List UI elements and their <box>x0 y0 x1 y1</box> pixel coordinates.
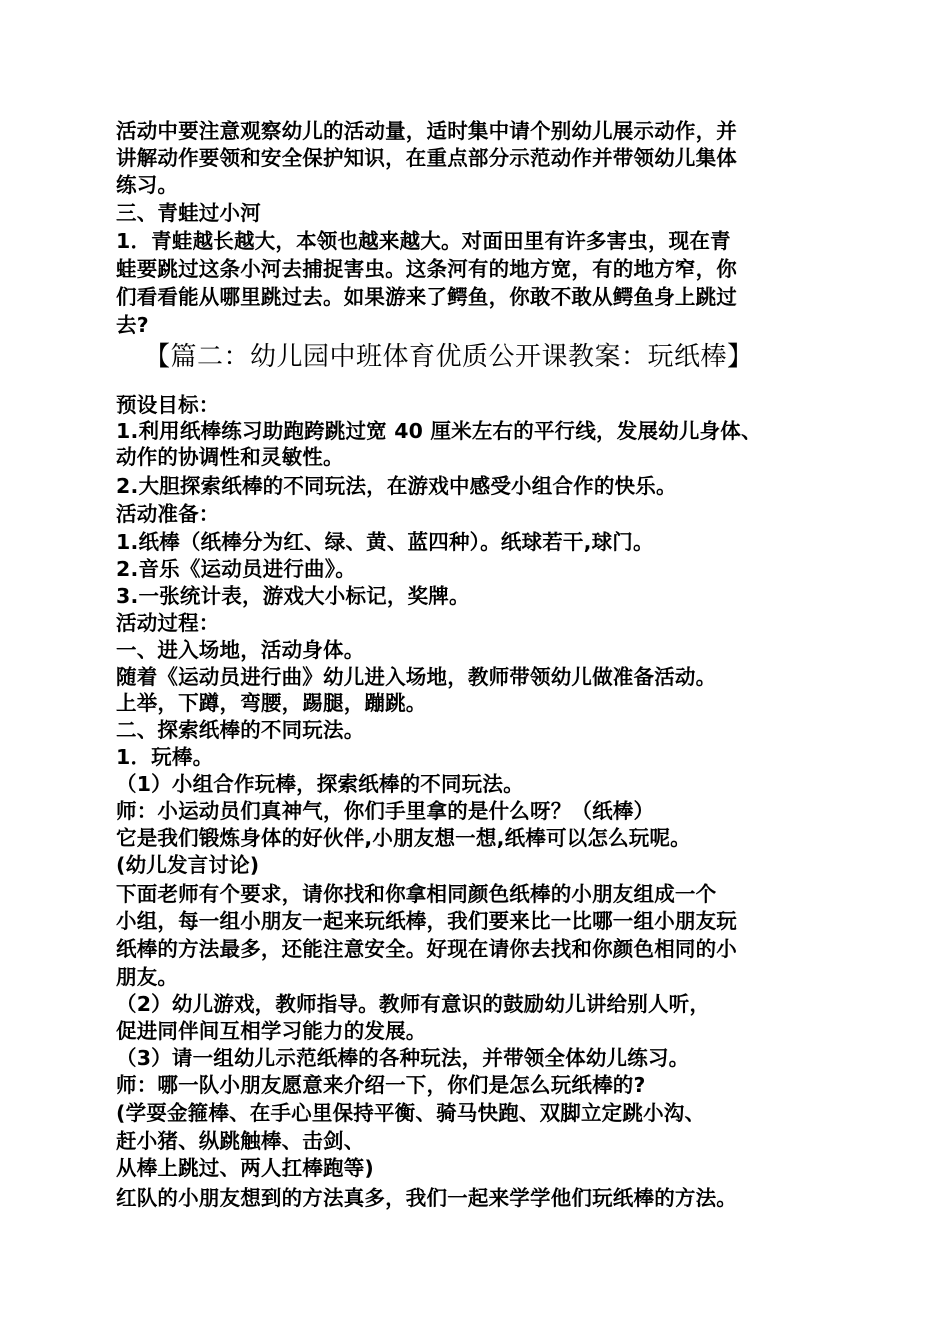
paragraph-line: 小组，每一组小朋友一起来玩纸棒，我们要来比一比哪一组小朋友玩 <box>116 909 737 933</box>
paragraph-line: 师：哪一队小朋友愿意来介绍一下，你们是怎么玩纸棒的? <box>116 1073 646 1097</box>
paragraph-line: 一、进入场地，活动身体。 <box>116 638 365 662</box>
paragraph-line: 1.纸棒（纸棒分为红、绿、黄、蓝四种）。纸球若干,球门。 <box>116 530 654 554</box>
paragraph-line: （1）小组合作玩棒，探索纸棒的不同玩法。 <box>116 772 524 796</box>
paragraph-line: 2.音乐《运动员进行曲》。 <box>116 557 356 581</box>
paragraph-line: 3.一张统计表，游戏大小标记，奖牌。 <box>116 584 470 608</box>
paragraph-line: 动作的协调性和灵敏性。 <box>116 445 344 469</box>
paragraph-line: 促进同伴间互相学习能力的发展。 <box>116 1019 427 1043</box>
paragraph-line: （2）幼儿游戏，教师指导。教师有意识的鼓励幼儿讲给别人听， <box>116 992 711 1016</box>
paragraph-line: 赶小猪、纵跳触棒、击剑、 <box>116 1129 365 1153</box>
paragraph-line: 下面老师有个要求，请你找和你拿相同颜色纸棒的小朋友组成一个 <box>116 882 717 906</box>
paragraph-line: 朋友。 <box>116 965 179 989</box>
section-heading: 预设目标： <box>116 393 220 417</box>
paragraph-line: 随着《运动员进行曲》幼儿进入场地，教师带领幼儿做准备活动。 <box>116 665 717 689</box>
paragraph-line: (幼儿发言讨论) <box>116 853 260 877</box>
paragraph-line: 练习。 <box>116 173 179 197</box>
paragraph-line: 1．青蛙越长越大，本领也越来越大。对面田里有许多害虫，现在青 <box>116 229 731 253</box>
paragraph-line: 们看看能从哪里跳过去。如果游来了鳄鱼，你敢不敢从鳄鱼身上跳过 <box>116 285 737 309</box>
paragraph-line: 2.大胆探索纸棒的不同玩法，在游戏中感受小组合作的快乐。 <box>116 474 677 498</box>
paragraph-line: 从棒上跳过、两人扛棒跑等) <box>116 1156 374 1180</box>
paragraph-line: 上举，下蹲，弯腰，踢腿，蹦跳。 <box>116 691 427 715</box>
paragraph-line: 蛙要跳过这条小河去捕捉害虫。这条河有的地方宽，有的地方窄，你 <box>116 257 737 281</box>
paragraph-line: 去? <box>116 313 149 337</box>
paragraph-line: 红队的小朋友想到的方法真多，我们一起来学学他们玩纸棒的方法。 <box>116 1186 737 1210</box>
paragraph-line: 二、探索纸棒的不同玩法。 <box>116 718 365 742</box>
section-heading: 活动过程： <box>116 611 220 635</box>
paragraph-line: 1.利用纸棒练习助跑跨跳过宽 40 厘米左右的平行线，发展幼儿身体、 <box>116 419 762 443</box>
paragraph-line: 纸棒的方法最多，还能注意安全。好现在请你去找和你颜色相同的小 <box>116 937 737 961</box>
paragraph-line: 讲解动作要领和安全保护知识，在重点部分示范动作并带领幼儿集体 <box>116 146 737 170</box>
section-heading: 三、青蛙过小河 <box>116 201 261 225</box>
paragraph-line: 师：小运动员们真神气，你们手里拿的是什么呀？（纸棒） <box>116 799 655 823</box>
paragraph-line: (学耍金箍棒、在手心里保持平衡、骑马快跑、双脚立定跳小沟、 <box>116 1101 706 1125</box>
section-heading: 活动准备： <box>116 502 220 526</box>
paragraph-line: 它是我们锻炼身体的好伙伴,小朋友想一想,纸棒可以怎么玩呢。 <box>116 826 691 850</box>
paragraph-line: 1．玩棒。 <box>116 745 214 769</box>
paragraph-line: 活动中要注意观察幼儿的活动量，适时集中请个别幼儿展示动作，并 <box>116 119 737 143</box>
article-title: 【篇二：幼儿园中班体育优质公开课教案：玩纸棒】 <box>144 342 754 372</box>
paragraph-line: （3）请一组幼儿示范纸棒的各种玩法，并带领全体幼儿练习。 <box>116 1046 690 1070</box>
